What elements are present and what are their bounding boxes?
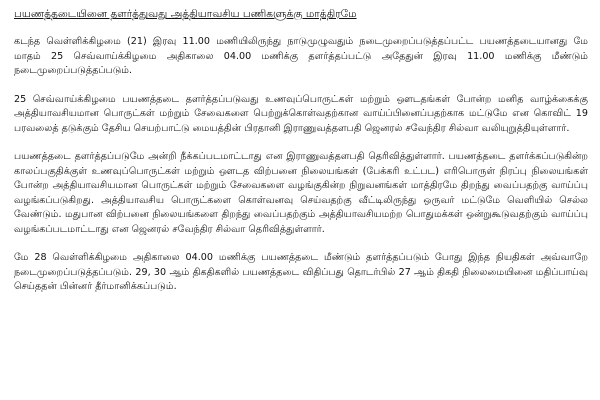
paragraph-3: பயணத்தடை தளர்த்தப்படுமே அன்றி நீக்கப்படமாட்டாது என இராணுவத்தளபதி தெரிவித்துள்ளார். பயணத்தடை தளர்க்கப்படுகின்ற காலப்பகுதிக்குள் உணவுப்பொருட்கள் மற்றும் ஔடத விற்பனை நிலையங்கள் (பேக்கரி உட்பட) எரிபொருள் நிரப்பு நிலையங்கள் போன்ற அத்தியாவசியமான பொருட்கள் மற்றும் சேவைகளை வழங்குகின்ற நிறுவனங்கள் மாத்திரமே திறந்து வைப்பதற்கு வாய்ப்பு வழங்கப்படுகிறது. அத்தியாவசிய பொருட்களை கொள்வனவு செய்வதற்கு வீட்டிலிருந்து ஒருவர் மட்டுமே வெளியில் செல்ல வேண்டும். மதுபான விற்பனை நிலையங்களை திறந்து வைப்பதற்கும் அத்தியாவசியமற்ற பொதுமக்கள் ஒன்றுகூடுவதற்கும் வாய்ப்பு வழங்கப்படமாட்டாது என ஜெனரல் சவேந்திர சில்வா தெரிவித்துள்ளார். bbox=[14, 151, 588, 235]
paragraph-4: மே 28 வெள்ளிக்கிழமை அதிகாலை 04.00 மணிக்கு பயணத்தடை மீண்டும் தளர்த்தப்படும் போது இந்த நியதிகள் அவ்வாறே நடைமுறைப்படுத்தப்படும். 29, 30 ஆம் திகதிகளில் பயணத்தடை விதிப்பது தொடர்பில் 27 ஆம் திகதி நிலைமையினை மதிப்பாய்வு செய்ததன் பின்னர் தீர்மானிக்கப்படும். bbox=[14, 252, 588, 292]
paragraph-2: 25 செவ்வாய்க்கிழமை பயணத்தடை தளர்த்தப்படுவது உணவுப்பொருட்கள் மற்றும் ஔடதங்கள் போன்ற மனித வாழ்க்கைக்கு அத்தியாவசியமான பொருட்கள் மற்றும் சேவைகளை பெற்றுக்கொள்வதற்கான வாய்ப்பினைப்பதற்காக மட்டுமே என கொவிட் 19 பரவலைத் தடுக்கும் தேசிய செயற்பாட்டு மையத்தின் பிரதானி இராணுவத்தளபதி ஜெனரல் சவேந்திர சில்வா வலியுறுத்தியுள்ளார். bbox=[14, 93, 588, 134]
document-heading: பயணத்தடையினை தளர்த்துவது அத்தியாவசிய பணிகளுக்கு மாத்திரமே bbox=[14, 8, 357, 20]
paragraph-1: கடந்த வெள்ளிக்கிழமை (21) இரவு 11.00 மணியிலிருந்து நாடுமுழுவதும் நடைமுறைப்படுத்தப்பட்ட பயணத்தடையானது மே மாதம் 25 செவ்வாய்க்கிழமை அதிகாலை 04.00 மணிக்கு தளர்த்தப்பட்டு அதேதுன் இரவு 11.00 மணிக்கு மீண்டும் நடைமுறைப்படுத்தப்படும். bbox=[14, 36, 588, 76]
